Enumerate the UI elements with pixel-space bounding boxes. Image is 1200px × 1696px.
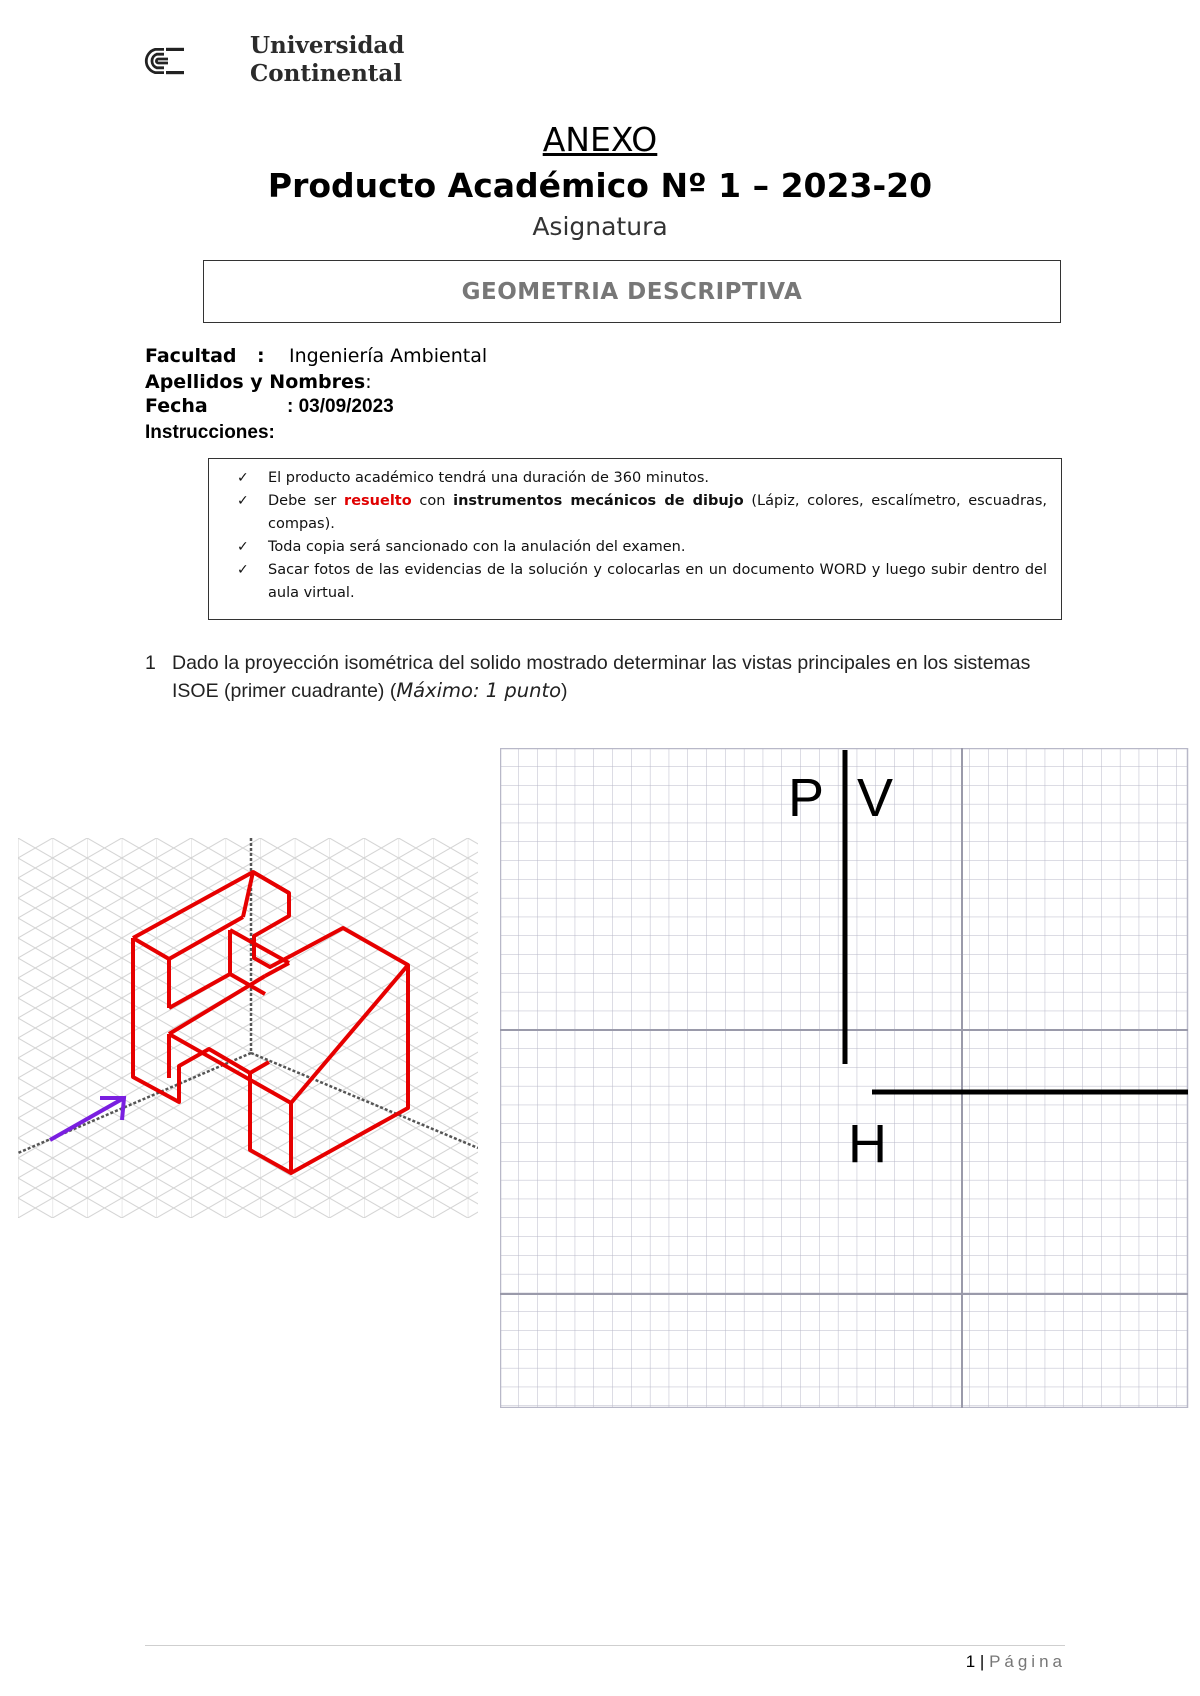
check-icon: ✓ (237, 539, 249, 555)
annex-title: ANEXO (542, 120, 658, 159)
label-p: P (788, 768, 825, 828)
names-label: Apellidos y Nombres (145, 371, 366, 393)
instructions-box (208, 458, 1062, 620)
label-v: V (857, 768, 894, 828)
instructions-label: Instrucciones: (145, 422, 275, 443)
question-1: 1 Dado la proyección isométrica del solido mostrado determinar las vistas principales en los sistemas ISOE (primer cuadrante) (Máximo: 1 punto) (145, 652, 1031, 702)
product-title: Producto Académico Nº 1 – 2023-20 (267, 166, 933, 205)
page-footer: 1 | Página (965, 1652, 1066, 1671)
subject-label: Asignatura (532, 212, 668, 241)
instruction-item: ✓ Debe ser resuelto con instrumentos mecánicos de dibujo (Lápiz, colores, escalímetro, escuadras, compas). (233, 490, 1047, 536)
faculty-value: Ingeniería Ambiental (289, 345, 488, 367)
university-name: Universidad Continental (250, 32, 405, 87)
page-word: Página (989, 1652, 1066, 1671)
check-icon: ✓ (237, 470, 249, 486)
label-h: H (848, 1114, 887, 1174)
check-icon: ✓ (237, 562, 249, 578)
question-text: Dado la proyección isométrica del solido mostrado determinar las vistas principales en los sistemas ISOE (primer cuadrante) ( (172, 652, 1031, 702)
date-value: : 03/09/2023 (287, 396, 394, 417)
drawing-grid (500, 748, 1190, 1408)
faculty-line (145, 345, 487, 367)
instruction-item: ✓ Sacar fotos de las evidencias de la solución y colocarlas en un documento WORD y luego subir dentro del aula virtual. (233, 559, 1047, 605)
faculty-label: Facultad (145, 345, 237, 367)
footer-rule (145, 1645, 1065, 1646)
question-number: 1 (145, 652, 156, 674)
course-name: GEOMETRIA DESCRIPTIVA (461, 278, 803, 305)
isometric-solid-figure (18, 838, 478, 1218)
course-name-box (203, 260, 1061, 323)
page-number: 1 (965, 1652, 976, 1671)
date-line (145, 395, 394, 418)
university-logo-icon (144, 26, 248, 96)
question-points: Máximo: 1 punto (396, 679, 562, 702)
instruction-item: ✓ Toda copia será sancionado con la anulación del examen. (233, 536, 1047, 559)
names-sep: : (365, 371, 372, 393)
instruction-item: ✓ El producto académico tendrá una duración de 360 minutos. (233, 467, 1047, 490)
faculty-sep: : (257, 345, 265, 367)
date-label: Fecha (145, 395, 208, 417)
check-icon: ✓ (237, 493, 249, 509)
names-line (145, 371, 372, 393)
